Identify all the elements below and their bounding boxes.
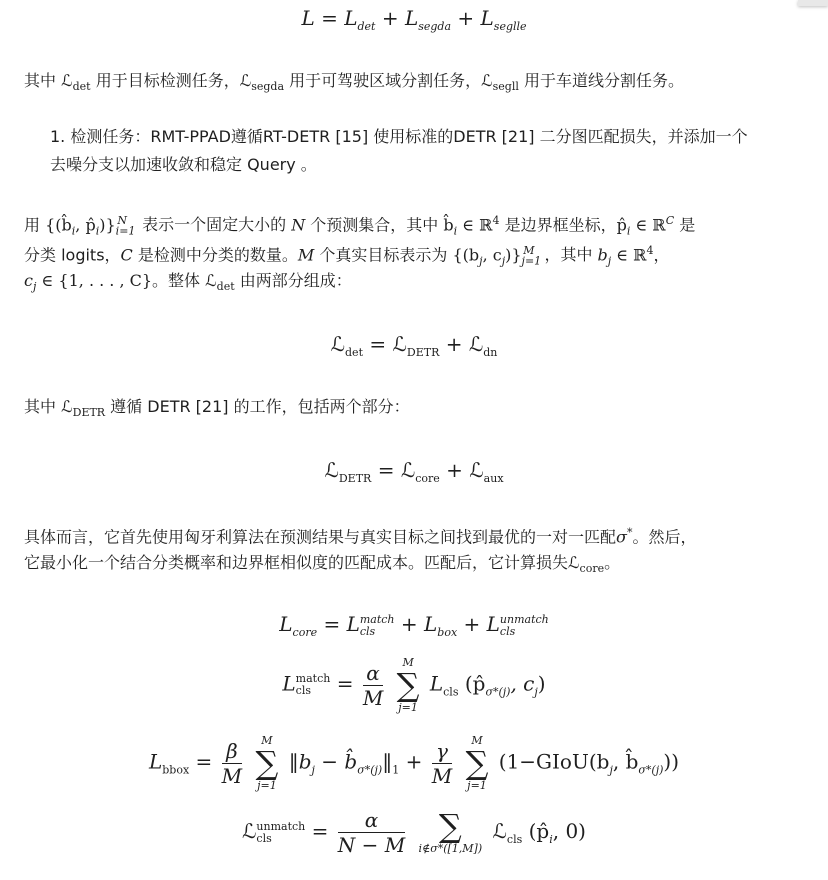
list-item-continued: 去噪分支以加速收敛和稳定 Query 。 [50, 155, 317, 174]
paragraph-detr: 其中 ℒ$_{DETR}$ 遵循 DETR [21] 的工作，包括两个部分： [24, 397, 410, 420]
paragraph-hungarian: 具体而言，它首先使用匈牙利算法在预测结果与真实目标之间找到最优的一对一匹配σ*。然后， [24, 526, 697, 547]
paragraph-notation: 用 {($b̂_i$, $p̂_i)\}_{i=1}^N$ 表示一个固定大小的 N 个预测集合，其中 $b̂_i$ ∈ ℝ$^4$ 是边界框坐标，$p̂_i$ ∈ ℝ$^C$ 是 [24, 214, 696, 238]
paragraph-loss-terms: 其中 ℒ$_{det}$ 用于目标检测任务，ℒ$_{segda}$ 用于可驾驶区域分割任务，ℒ$_{segll}$ 用于车道线分割任务。 [24, 71, 684, 94]
equation-detr-loss: ℒ$_{DETR}$ = ℒ$_{core}$ + ℒ$_{aux}$ [324, 458, 504, 485]
fraction: $\frac{\alpha}{M}$ [362, 660, 384, 710]
equation-cls-match: L match cls = $\frac{\alpha}{M}$ M ∑ j=1 $L_{cls}$ ($p̂_{\sigma*(j)}$, $c_j$) [282, 656, 546, 714]
equation-det-loss: ℒ$_{det}$ = ℒ$_{DETR}$ + ℒ$_{dn}$ [330, 332, 498, 359]
fraction: $\frac{\gamma}{M}$ [431, 738, 453, 788]
list-item: 1. 检测任务：RMT-PPAD遵循RT-DETR [15] 使用标准的DETR [21] 二分图匹配损失，并添加一个 [50, 127, 748, 146]
equation-cls-unmatch: ℒ unmatch cls = $\frac{\alpha}{N - M}$ ∑ i∉σ*([1,M]) ℒ$_{cls}$ ($p̂_i$, 0) [242, 807, 586, 857]
summation: ∑ i∉σ*([1,M]) [418, 807, 483, 855]
equation-bbox-loss: $L_{bbox}$ = $\frac{\beta}{M}$ M ∑ j=1 $‖b_j$ − $b̂_{\sigma*(j)}‖_1$ + $\frac{\gamma}{M}$ M ∑ j=1 ($1-GIoU(b_j$, $b̂_{\sigma*(j)}$)) [148, 734, 680, 792]
equation-core-loss: $L_{core} = L$ match cls + $L_{box} + L$ unmatch cls [279, 612, 549, 639]
paragraph-hungarian-line2: 它最小化一个结合分类概率和边界框相似度的匹配成本。匹配后，它计算损失ℒ$_{core}$。 [24, 553, 621, 576]
summation: M ∑ j=1 [396, 656, 420, 714]
paragraph-notation-line2: 分类 logits，C 是检测中分类的数量。M 个真实目标表示为 {($b_j$, $c_j)\}_{j=1}^M$ ，其中 $b_j$ ∈ ℝ$^4$， [24, 244, 670, 268]
paragraph-notation-line3: $c_j$ ∈ {1, . . . , C}。整体 ℒ$_{det}$ 由两部分组成： [24, 271, 352, 294]
summation: M ∑ j=1 [255, 734, 279, 792]
summation: M ∑ j=1 [465, 734, 489, 792]
fraction: $\frac{\beta}{M}$ [221, 738, 243, 788]
fraction: $\frac{\alpha}{N - M}$ [337, 808, 406, 857]
equation-total-loss: $L = L_{det} + L_{segda} + L_{seglle}$ [301, 6, 527, 33]
